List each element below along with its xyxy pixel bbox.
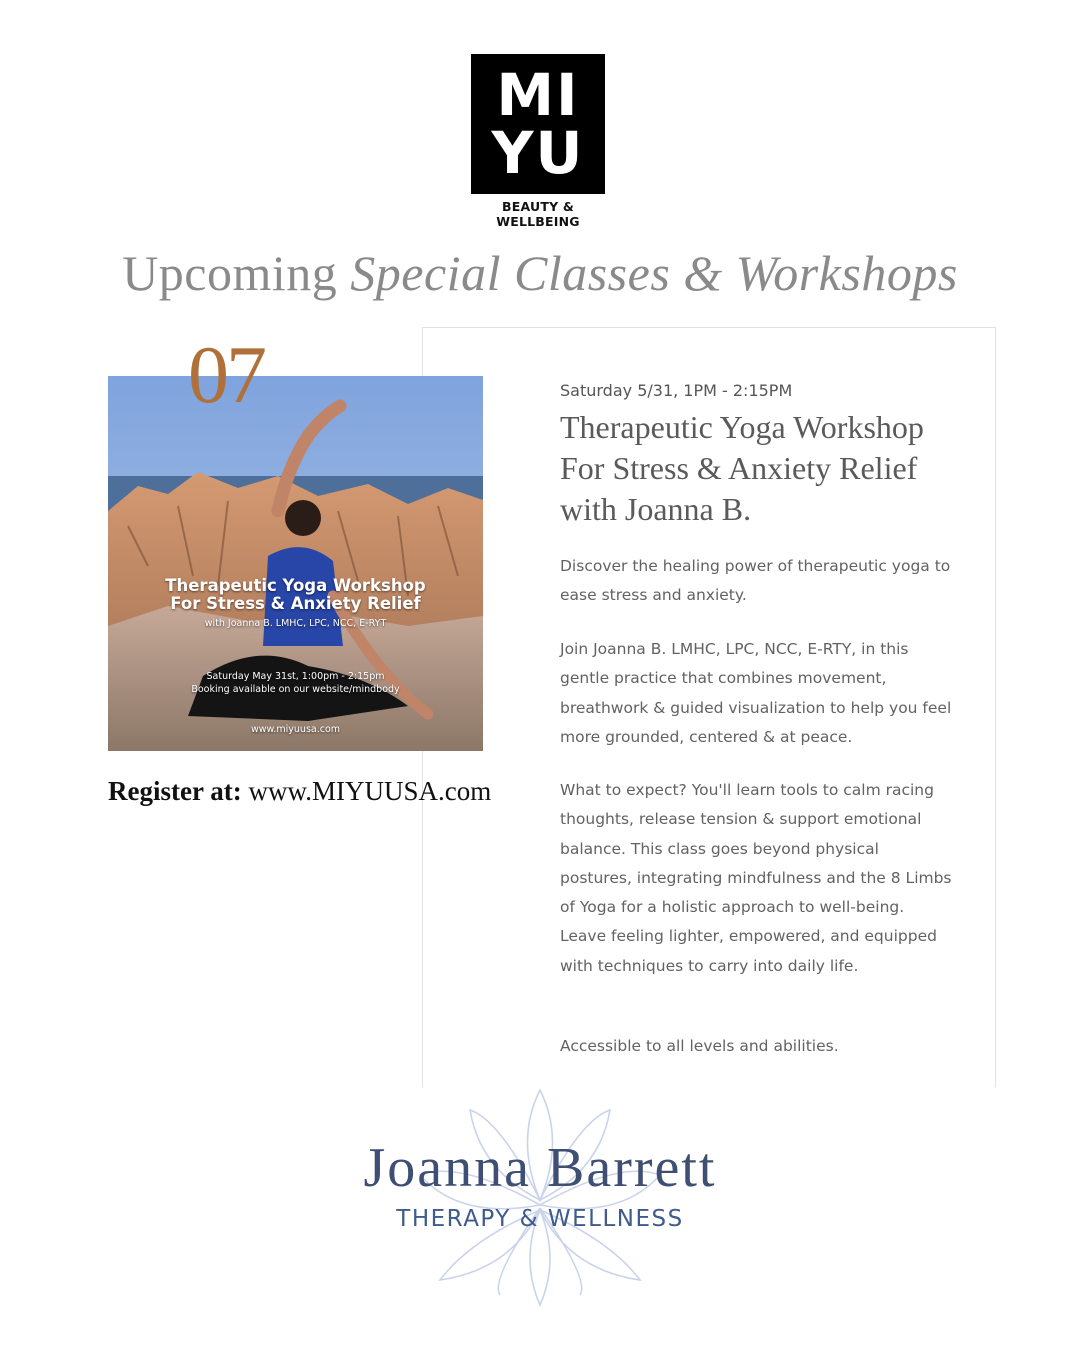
photo-title-line-1: Therapeutic Yoga Workshop — [165, 576, 426, 595]
brand-name: Joanna Barrett — [363, 1137, 717, 1199]
event-expectations: What to expect? You'll learn tools to calm racing thoughts, release tension & support emotional balance. This class goes beyond physical postures, integrating mindfulness and the 8 Limbs of Yoga for a holistic approach to well-being. Leave feeling lighter, empowered, and equipped with techniques to carry into daily life. — [560, 781, 952, 975]
event-instructor: Join Joanna B. LMHC, LPC, NCC, E-RTY, in this gentle practice that combines movement, breathwork & guided visualization to help you feel more grounded, centered & at peace. — [560, 640, 952, 746]
headline-italic: Special Classes & Workshops — [350, 245, 958, 301]
event-photo — [108, 376, 483, 751]
photo-url: www.miyuusa.com — [250, 724, 341, 735]
event-accessibility: Accessible to all levels and abilities. — [560, 1037, 839, 1055]
register-line — [108, 776, 491, 807]
miyu-logo — [471, 54, 605, 194]
event-title-line-2: For Stress & Anxiety Relief — [560, 450, 918, 486]
logo-line-1: MI — [496, 61, 580, 129]
event-title-line-3: with Joanna B. — [560, 491, 752, 527]
photo-byline: with Joanna B. LMHC, LPC, NCC, E-RYT — [204, 618, 387, 629]
logo-line-2: YU — [491, 119, 585, 187]
photo-booking-line: Booking available on our website/mindbody — [191, 684, 400, 695]
brand-subtitle: THERAPY & WELLNESS — [396, 1206, 684, 1232]
logo-subtitle: BEAUTY & WELLBEING — [496, 199, 580, 229]
register-url[interactable]: www.MIYUUSA.com — [248, 776, 492, 806]
event-title-line-1: Therapeutic Yoga Workshop — [560, 409, 924, 445]
photo-title-line-2: For Stress & Anxiety Relief — [170, 594, 421, 613]
register-label: Register at: — [108, 776, 242, 806]
event-title — [560, 407, 980, 530]
headline-plain: Upcoming — [122, 245, 351, 301]
event-date: Saturday 5/31, 1PM - 2:15PM — [560, 381, 793, 400]
page-headline — [0, 244, 1080, 302]
event-intro: Discover the healing power of therapeutic yoga to ease stress and anxiety. — [560, 557, 951, 605]
event-number: 07 — [188, 329, 264, 420]
photo-date-line: Saturday May 31st, 1:00pm - 2:15pm — [206, 671, 385, 682]
